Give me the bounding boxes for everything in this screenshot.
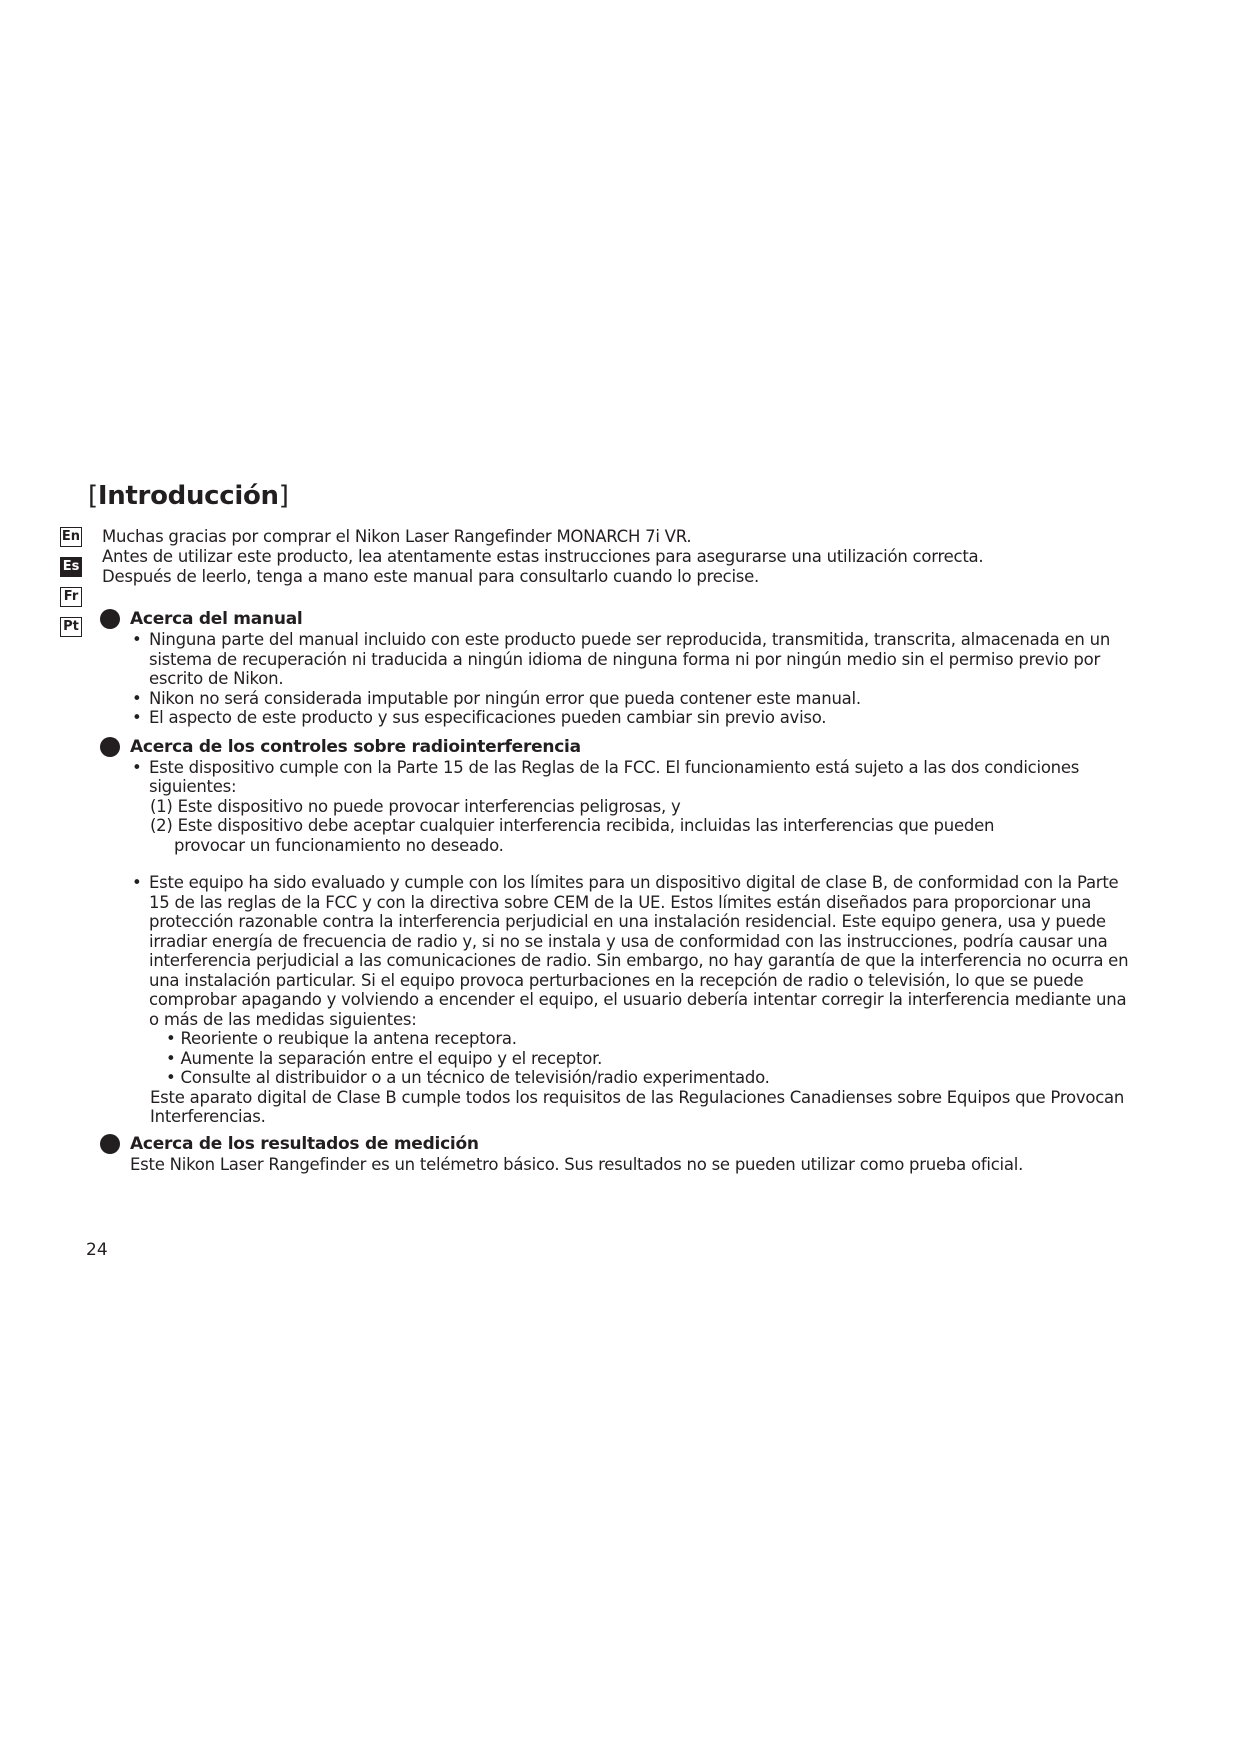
language-tab-es[interactable]: Es [60,557,82,577]
results-text: Este Nikon Laser Rangefinder es un telémetro básico. Sus resultados no se pueden utilizar como prueba oficial. [130,1154,1024,1174]
language-tabs [60,527,86,647]
measure-item: • Reoriente o reubique la antena receptora. [166,1029,517,1048]
section-heading-manual: Acerca del manual [100,608,1130,630]
sections [100,608,1130,1174]
canada-statement: Este aparato digital de Clase B cumple todos los requisitos de las Regulaciones Canadienses sobre Equipos que Provocan Interferencias. [150,1087,1125,1126]
intro-line: Antes de utilizar este producto, lea atentamente estas instrucciones para asegurarse una utilización correcta. [102,547,984,566]
manual-list [100,630,1130,728]
section-heading-results: Acerca de los resultados de medición [100,1133,1130,1155]
bullet-dot-icon [100,737,120,757]
list-item: • Ninguna parte del manual incluido con este producto puede ser reproducida, transmitida, transcrita, almacenada en un sistema de recuperación ni traducida a ningún idioma de ninguna forma ni por ningún medio sin el permiso previo por escrito de Nikon. [132,630,1111,688]
condition-1: (1) Este dispositivo no puede provocar interferencias peligrosas, y [150,796,681,816]
measure-item: • Consulte al distribuidor o a un técnico de televisión/radio experimentado. [166,1068,770,1087]
language-tab-fr[interactable]: Fr [60,587,82,607]
measure-item: • Aumente la separación entre el equipo y el receptor. [166,1048,603,1068]
intro-line: Después de leerlo, tenga a mano este manual para consultarlo cuando lo precise. [102,567,760,586]
condition-2: (2) Este dispositivo debe aceptar cualquier interferencia recibida, incluidas las interferencias que pueden [150,816,995,835]
intro-line: Muchas gracias por comprar el Nikon Laser Rangefinder MONARCH 7i VR. [102,527,692,546]
intro-paragraph [102,527,1122,587]
list-item: • El aspecto de este producto y sus especificaciones pueden cambiar sin previo aviso. [132,708,827,727]
page-title: [Introducción] [88,481,289,511]
bullet-dot-icon [100,1134,120,1154]
list-item: • Este equipo ha sido evaluado y cumple con los límites para un dispositivo digital de clase B, de conformidad con la Parte 15 de las reglas de la FCC y con la directiva sobre CEM de la UE. Estos límites están diseñados para proporcionar una protección razonable contra la interferencia perjudicial en una instalación residencial. Este equipo genera, usa y puede irradiar energía de frecuencia de radio y, si no se instala y usa de conformidad con las instrucciones, podría causar una interferencia perjudicial a las comunicaciones de radio. Sin embargo, no hay garantía de que la interferencia no ocurra en una instalación particular. Si el equipo provoca perturbaciones en la recepción de radio o televisión, lo que se puede comprobar apagando y volviendo a encender el equipo, el usuario debería intentar corregir la interferencia mediante una o más de las medidas siguientes: [132,873,1129,1029]
section-heading-radio: Acerca de los controles sobre radiointerferencia [100,736,1130,758]
list-item: • Nikon no será considerada imputable por ningún error que pueda contener este manual. [132,688,861,708]
list-item: • Este dispositivo cumple con la Parte 15 de las Reglas de la FCC. El funcionamiento está sujeto a las dos condiciones siguientes: [132,757,1080,796]
bullet-dot-icon [100,609,120,629]
condition-2-cont: provocar un funcionamiento no deseado. [174,835,504,855]
language-tab-pt[interactable]: Pt [60,617,82,637]
page-number: 24 [86,1240,108,1260]
language-tab-en[interactable]: En [60,527,82,547]
